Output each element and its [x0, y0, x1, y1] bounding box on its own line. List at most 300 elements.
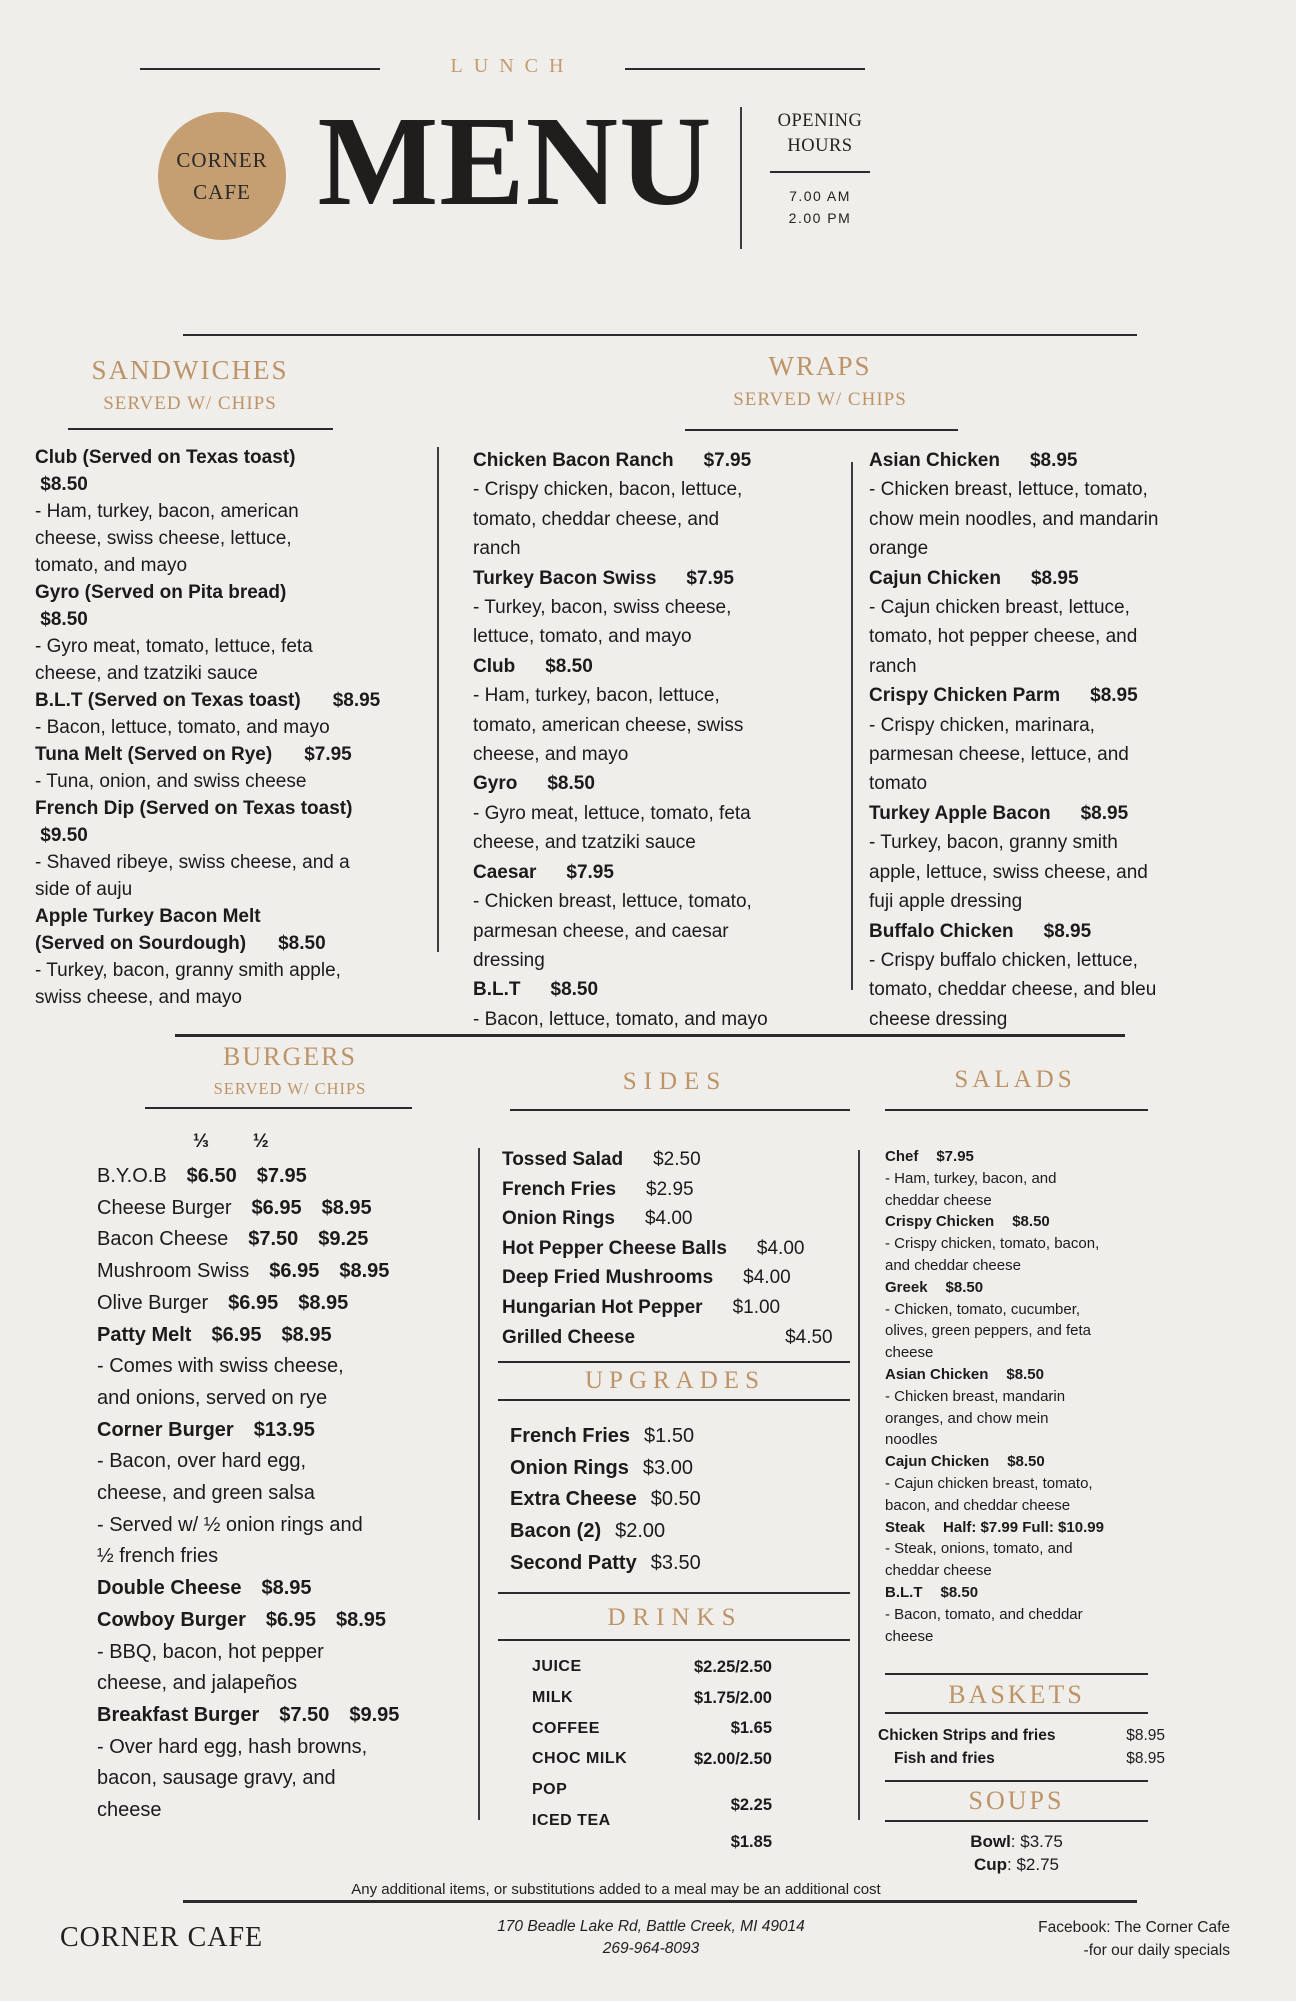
menu-line — [473, 858, 858, 887]
menu-line — [473, 534, 858, 563]
item-description: - Bacon, over hard egg, — [97, 1450, 307, 1473]
drink-price: $1.75/2.00 — [694, 1688, 772, 1707]
item-price: $8.95 — [1043, 920, 1092, 942]
menu-line — [35, 768, 445, 795]
item-price: $8.50 — [547, 773, 595, 795]
item-price: $8.50 — [1007, 1453, 1045, 1471]
basket-row — [878, 1747, 1165, 1770]
menu-line — [35, 795, 445, 822]
item-name: Chef — [885, 1148, 919, 1165]
item-price: $3.50 — [650, 1551, 701, 1574]
menu-line — [35, 606, 445, 633]
drink-row — [532, 1775, 772, 1814]
drink-name: COFFEE — [532, 1719, 600, 1737]
menu-line — [97, 1224, 462, 1256]
menu-line — [97, 1351, 462, 1383]
item-price-half: $9.25 — [318, 1228, 369, 1251]
item-description: Bacon Cheese — [97, 1228, 229, 1251]
drink-name: JUICE — [532, 1658, 582, 1676]
item-description: tomato, american cheese, swiss — [473, 714, 744, 736]
item-name: Breakfast Burger — [97, 1703, 260, 1726]
menu-line — [885, 1429, 1170, 1451]
item-description: parmesan cheese, and caesar — [473, 920, 729, 942]
item-description: cheese dressing — [869, 1008, 1008, 1030]
menu-line — [510, 1516, 840, 1548]
item-price: $7.95 — [566, 861, 614, 883]
soups-rule-bottom — [885, 1820, 1148, 1822]
item-price: $2.95 — [646, 1178, 694, 1200]
section-title: SOUPS — [968, 1786, 1065, 1815]
phone-number: 269-964-8093 — [602, 1940, 700, 1957]
item-price: $8.50 — [1012, 1213, 1050, 1231]
item-price: $2.00 — [615, 1520, 666, 1543]
soups-list — [885, 1831, 1148, 1876]
menu-line — [502, 1175, 847, 1205]
specials-line: -for our daily specials — [1083, 1942, 1230, 1959]
item-description: - Ham, turkey, bacon, lettuce, — [473, 685, 720, 707]
item-price: $8.95 — [1030, 567, 1079, 589]
item-price-half: $8.95 — [339, 1260, 390, 1283]
item-description: cheddar cheese — [885, 1191, 992, 1209]
section-title: BURGERS — [223, 1042, 357, 1071]
menu-line — [869, 446, 1284, 475]
footer-address — [456, 1916, 846, 1960]
drink-row — [532, 1713, 772, 1744]
menu-line — [473, 475, 858, 504]
item-description: fuji apple dressing — [869, 891, 1023, 913]
item-name: Cajun Chicken — [885, 1453, 990, 1471]
sides-underline — [510, 1109, 850, 1111]
item-description: - Gyro meat, lettuce, tomato, feta — [473, 802, 751, 824]
item-description: - Cajun chicken breast, tomato, — [885, 1474, 1093, 1492]
item-price-third: $6.95 — [269, 1260, 320, 1283]
menu-line — [473, 622, 858, 651]
sandwiches-list — [35, 444, 445, 1011]
item-price: $8.50 — [278, 933, 326, 954]
item-name: Steak — [885, 1518, 926, 1536]
menu-line — [35, 741, 445, 768]
item-price: $0.50 — [650, 1488, 701, 1511]
item-description: - Chicken, tomato, cucumber, — [885, 1300, 1081, 1318]
menu-line — [473, 446, 858, 475]
drink-name: MILK — [532, 1689, 574, 1707]
item-name: Cowboy Burger — [97, 1608, 246, 1631]
menu-line — [35, 498, 445, 525]
salads-underline — [885, 1109, 1148, 1111]
baskets-rule-bottom — [885, 1712, 1148, 1714]
item-description: tomato, cheddar cheese, and bleu — [869, 979, 1157, 1001]
item-price-third: $6.95 — [251, 1196, 302, 1219]
item-price: $8.95 — [1080, 802, 1129, 824]
item-description: side of auju — [35, 879, 133, 900]
menu-line — [885, 1495, 1170, 1517]
menu-line — [885, 1451, 1170, 1473]
item-name: Patty Melt — [97, 1323, 192, 1346]
item-description: Mushroom Swiss — [97, 1260, 250, 1283]
item-name: Gyro (Served on Pita bread) — [35, 582, 287, 603]
menu-line — [885, 1538, 1170, 1560]
basket-row — [878, 1724, 1165, 1747]
soup-size: Bowl — [970, 1832, 1011, 1851]
soup-row — [885, 1854, 1148, 1877]
item-description: tomato, hot pepper cheese, and — [869, 626, 1138, 648]
menu-line — [97, 1700, 462, 1732]
drink-price: $2.25/2.50 — [694, 1657, 772, 1676]
upgrades-rule-bottom — [498, 1399, 850, 1401]
menu-line — [869, 858, 1284, 887]
item-name: Crispy Chicken Parm — [869, 685, 1061, 707]
soup-price: : $2.75 — [1007, 1854, 1060, 1874]
item-name: B.L.T (Served on Texas toast) — [35, 690, 301, 711]
item-name: B.L.T — [885, 1583, 923, 1601]
item-price: Half: $7.99 Full: $10.99 — [943, 1518, 1104, 1536]
item-price: $8.95 — [1090, 685, 1138, 707]
item-price: $1.50 — [644, 1425, 695, 1447]
menu-line — [473, 828, 858, 857]
item-price: $8.50 — [550, 979, 599, 1001]
menu-line — [35, 849, 445, 876]
upgrades-heading — [520, 1367, 830, 1395]
item-description: apple, lettuce, swiss cheese, and — [869, 861, 1148, 883]
menu-line — [35, 822, 445, 849]
section-title: SALADS — [954, 1066, 1076, 1093]
item-name: Asian Chicken — [885, 1365, 989, 1383]
item-price-third: $6.95 — [211, 1323, 262, 1346]
drink-name: ICED TEA — [532, 1811, 611, 1829]
item-description: - Served w/ ½ onion rings and — [97, 1513, 363, 1536]
item-description: - Crispy chicken, marinara, — [869, 714, 1095, 736]
item-description: - Tuna, onion, and swiss cheese — [35, 771, 307, 792]
item-description: - Bacon, lettuce, tomato, and mayo — [473, 1008, 768, 1030]
half-pound-label: ½ — [252, 1131, 269, 1152]
menu-line — [97, 1446, 462, 1478]
menu-line — [97, 1288, 462, 1320]
menu-line — [869, 975, 1284, 1004]
menu-line — [869, 475, 1284, 504]
logo-line2: CAFE — [193, 179, 251, 204]
menu-line — [885, 1473, 1170, 1495]
menu-line — [97, 1320, 462, 1352]
menu-line — [502, 1263, 847, 1293]
item-description: swiss cheese, and mayo — [35, 987, 242, 1008]
item-description: chow mein noodles, and mandarin — [869, 508, 1159, 530]
burgers-heading — [140, 1042, 440, 1099]
item-name: $8.50 — [35, 474, 88, 495]
item-description: cheese — [885, 1344, 934, 1362]
cafe-logo — [158, 112, 286, 240]
item-description: tomato — [869, 773, 928, 795]
column-divider-4 — [858, 1150, 860, 1820]
item-price-half: $8.95 — [281, 1323, 332, 1346]
item-name: Gyro — [473, 773, 518, 795]
item-name: Caesar — [473, 861, 537, 883]
drink-row — [532, 1744, 772, 1775]
item-name: Cajun Chicken — [869, 567, 1001, 589]
menu-line — [473, 799, 858, 828]
soup-row — [885, 1831, 1148, 1854]
item-name: Tossed Salad — [502, 1149, 624, 1170]
item-description: and onions, served on rye — [97, 1386, 328, 1409]
item-price: $8.50 — [1006, 1365, 1044, 1383]
menu-line — [97, 1510, 462, 1542]
sides-heading — [520, 1068, 830, 1096]
baskets-rule-top — [885, 1673, 1148, 1675]
menu-line — [869, 534, 1284, 563]
item-description: cheddar cheese — [885, 1562, 992, 1580]
item-price-half: $8.95 — [321, 1196, 372, 1219]
item-price-half: $8.95 — [335, 1608, 387, 1631]
menu-line — [97, 1415, 462, 1447]
item-description: - BBQ, bacon, hot pepper — [97, 1640, 324, 1663]
menu-line — [885, 1299, 1170, 1321]
address-line: 170 Beadle Lake Rd, Battle Creek, MI 49014 — [497, 1918, 805, 1935]
item-name: Greek — [885, 1278, 928, 1296]
item-name: French Fries — [502, 1178, 617, 1200]
menu-line — [869, 740, 1284, 769]
basket-name: Fish and fries — [894, 1749, 995, 1767]
sandwiches-underline — [68, 428, 333, 430]
item-description: - Steak, onions, tomato, and — [885, 1540, 1073, 1558]
menu-line — [885, 1626, 1170, 1648]
item-description: - Bacon, lettuce, tomato, and mayo — [35, 717, 330, 738]
item-name: Corner Burger — [97, 1418, 234, 1441]
menu-line — [885, 1190, 1170, 1212]
item-price-third: $6.50 — [186, 1165, 237, 1187]
menu-line — [869, 917, 1284, 946]
item-description: cheese — [885, 1627, 934, 1645]
item-description: - Crispy buffalo chicken, lettuce, — [869, 949, 1138, 971]
item-description: - Over hard egg, hash browns, — [97, 1735, 368, 1758]
item-name: Asian Chicken — [869, 450, 1000, 471]
menu-line — [869, 828, 1284, 857]
item-name: Hungarian Hot Pepper — [502, 1296, 703, 1318]
menu-line — [473, 975, 858, 1004]
item-price: $7.95 — [686, 567, 734, 589]
item-description: lettuce, tomato, and mayo — [473, 626, 692, 648]
item-price: $4.00 — [644, 1208, 693, 1230]
item-price: $7.95 — [936, 1148, 974, 1165]
menu-line — [885, 1560, 1170, 1582]
item-price-third: $6.95 — [228, 1291, 279, 1314]
item-name: Turkey Apple Bacon — [869, 802, 1051, 824]
menu-line — [97, 1605, 462, 1637]
menu-line — [869, 946, 1284, 975]
item-name: Turkey Bacon Swiss — [473, 567, 657, 589]
item-description: - Turkey, bacon, swiss cheese, — [473, 597, 732, 619]
opening-hours — [762, 109, 878, 229]
item-name: Deep Fried Mushrooms — [502, 1267, 714, 1289]
menu-line — [97, 1573, 462, 1605]
footer-brand: CORNER CAFE — [60, 1922, 264, 1953]
menu-line — [473, 681, 858, 710]
item-price-half: $8.95 — [298, 1291, 349, 1314]
menu-line — [35, 444, 445, 471]
item-name: Chicken Bacon Ranch — [473, 450, 674, 471]
menu-line — [97, 1256, 462, 1288]
item-description: and cheddar cheese — [885, 1256, 1021, 1274]
menu-line — [510, 1421, 840, 1453]
menu-line — [869, 622, 1284, 651]
drink-name: CHOC MILK — [532, 1750, 628, 1768]
section-title: SANDWICHES — [91, 355, 289, 385]
item-description: oranges, and chow mein — [885, 1409, 1049, 1427]
opening-hours-rule — [770, 171, 870, 173]
header-divider — [740, 107, 742, 249]
menu-line — [885, 1320, 1170, 1342]
section-title: DRINKS — [607, 1604, 743, 1631]
section-title: WRAPS — [768, 351, 872, 381]
item-description: bacon, and cheddar cheese — [885, 1496, 1071, 1514]
menu-line — [97, 1763, 462, 1795]
menu-line — [869, 505, 1284, 534]
menu-line — [473, 740, 858, 769]
drink-price: $1.85 — [730, 1833, 772, 1852]
drink-row — [532, 1652, 772, 1683]
menu-line — [97, 1193, 462, 1225]
menu-line — [473, 593, 858, 622]
menu-line — [473, 1005, 858, 1034]
item-price: $3.00 — [642, 1456, 693, 1479]
item-description: dressing — [473, 949, 545, 971]
menu-line — [35, 471, 445, 498]
menu-line — [502, 1323, 847, 1353]
menu-line — [885, 1277, 1170, 1299]
item-name: French Fries — [510, 1425, 631, 1447]
item-description: cheese, swiss cheese, lettuce, — [35, 528, 292, 549]
item-price-third: $7.50 — [279, 1703, 330, 1726]
menu-line — [885, 1342, 1170, 1364]
item-description: tomato, and mayo — [35, 555, 188, 576]
item-description: tomato, cheddar cheese, and — [473, 508, 720, 530]
item-price: $1.00 — [732, 1296, 781, 1318]
drink-price: $2.25 — [730, 1795, 772, 1814]
item-name: French Dip (Served on Texas toast) — [35, 798, 353, 819]
item-description: ranch — [473, 538, 521, 560]
burgers-underline — [145, 1107, 412, 1109]
item-description: - Turkey, bacon, granny smith apple, — [35, 960, 341, 981]
menu-line — [473, 887, 858, 916]
item-price: $2.50 — [653, 1149, 701, 1170]
menu-line — [35, 930, 445, 957]
item-description: - Chicken breast, mandarin — [885, 1387, 1066, 1405]
section-subtitle: SERVED W/ CHIPS — [213, 1079, 367, 1098]
footer-social — [940, 1916, 1230, 1962]
menu-line — [473, 711, 858, 740]
sides-list — [502, 1145, 847, 1352]
menu-line — [869, 711, 1284, 740]
menu-line — [35, 552, 445, 579]
column-divider-3 — [478, 1148, 480, 1820]
item-description: orange — [869, 538, 929, 560]
item-name: Club — [473, 655, 516, 677]
menu-line — [885, 1233, 1170, 1255]
item-name: Buffalo Chicken — [869, 920, 1014, 942]
menu-line — [885, 1146, 1170, 1168]
menu-line — [97, 1478, 462, 1510]
item-name: Club (Served on Texas toast) — [35, 447, 296, 468]
menu-line — [869, 564, 1284, 593]
menu-line — [510, 1453, 840, 1485]
opening-hours-label2: HOURS — [787, 136, 853, 156]
item-price-half: $9.95 — [349, 1703, 400, 1726]
menu-line — [869, 887, 1284, 916]
opening-time: 7.00 AM — [789, 188, 851, 204]
item-description: - Gyro meat, tomato, lettuce, feta — [35, 636, 313, 657]
item-price: $8.50 — [545, 655, 593, 677]
section-title: BASKETS — [948, 1680, 1085, 1709]
burger-size-header — [97, 1131, 397, 1153]
item-name: Tuna Melt (Served on Rye) — [35, 744, 273, 765]
logo-line1: CORNER — [176, 147, 268, 172]
menu-line — [885, 1255, 1170, 1277]
item-name: Crispy Chicken — [885, 1213, 995, 1231]
menu-line — [502, 1204, 847, 1234]
menu-line — [97, 1161, 462, 1193]
drink-row — [532, 1683, 772, 1714]
item-description: B.Y.O.B — [97, 1165, 167, 1187]
item-description: - Bacon, tomato, and cheddar — [885, 1605, 1083, 1623]
menu-line — [502, 1145, 847, 1175]
menu-line — [97, 1541, 462, 1573]
mid-section-rule — [175, 1034, 1125, 1037]
item-name: Double Cheese — [97, 1577, 242, 1600]
menu-line — [510, 1484, 840, 1516]
menu-line — [869, 593, 1284, 622]
item-description: noodles — [885, 1431, 938, 1449]
item-description: - Shaved ribeye, swiss cheese, and a — [35, 852, 350, 873]
menu-line — [885, 1168, 1170, 1190]
item-description: ranch — [869, 655, 917, 677]
menu-line — [869, 769, 1284, 798]
menu-line — [97, 1637, 462, 1669]
menu-line — [97, 1668, 462, 1700]
basket-price: $8.95 — [1126, 1749, 1165, 1767]
wraps-column-1 — [473, 446, 858, 1034]
header-rule-left — [140, 68, 380, 70]
item-price: $7.95 — [703, 450, 752, 471]
item-description: - Crispy chicken, bacon, lettuce, — [473, 479, 743, 501]
item-name: $9.50 — [35, 825, 88, 846]
section-title: SIDES — [622, 1068, 728, 1095]
drink-price: $2.00/2.50 — [694, 1749, 772, 1768]
item-name: Onion Rings — [510, 1456, 629, 1479]
menu-line — [97, 1795, 462, 1827]
menu-line — [885, 1517, 1170, 1539]
soup-size: Cup — [973, 1854, 1008, 1874]
item-description: cheese — [97, 1799, 162, 1822]
menu-line — [502, 1234, 847, 1264]
menu-line — [35, 714, 445, 741]
menu-line — [473, 564, 858, 593]
item-description: Cheese Burger — [97, 1196, 232, 1219]
basket-name: Chicken Strips and fries — [878, 1726, 1056, 1744]
menu-line — [473, 769, 858, 798]
footer-rule — [183, 1900, 1137, 1903]
item-name: Hot Pepper Cheese Balls — [502, 1237, 727, 1259]
item-description: - Chicken breast, lettuce, tomato, — [869, 479, 1148, 501]
salads-heading — [865, 1066, 1165, 1094]
item-price: $4.00 — [743, 1267, 791, 1289]
section-subtitle: SERVED W/ CHIPS — [103, 393, 277, 414]
menu-line — [885, 1408, 1170, 1430]
item-name: Grilled Cheese — [502, 1326, 636, 1348]
item-price-third: $8.95 — [261, 1577, 312, 1600]
item-name: Onion Rings — [502, 1208, 615, 1230]
menu-line — [473, 652, 858, 681]
baskets-heading — [885, 1680, 1148, 1710]
drinks-rule-bottom — [498, 1639, 850, 1641]
third-pound-label: ⅓ — [193, 1131, 209, 1152]
